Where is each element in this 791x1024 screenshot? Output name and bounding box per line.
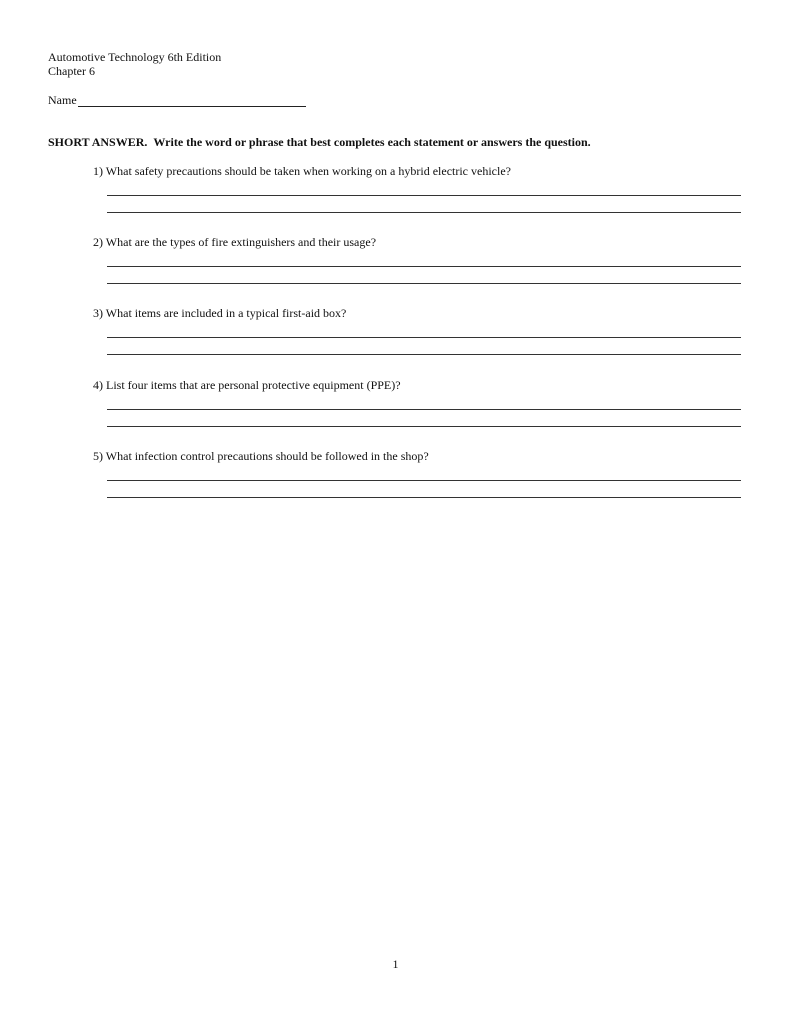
question-number: 1) <box>93 164 103 178</box>
instructions-text: Write the word or phrase that best completes each statement or answers the question. <box>153 135 591 149</box>
instructions <box>48 135 591 149</box>
answer-line[interactable] <box>107 426 741 427</box>
name-row <box>48 93 306 107</box>
answer-line[interactable] <box>107 283 741 284</box>
question-prompt: What are the types of fire extinguishers and their usage? <box>105 235 377 249</box>
question-4 <box>93 378 743 392</box>
name-field-line[interactable] <box>78 95 306 107</box>
question-5 <box>93 449 743 463</box>
answer-line[interactable] <box>107 212 741 213</box>
question-text <box>93 378 743 392</box>
question-text <box>93 164 743 178</box>
question-number: 4) <box>93 378 103 392</box>
answer-line[interactable] <box>107 497 741 498</box>
question-number: 3) <box>93 306 103 320</box>
question-text <box>93 306 743 320</box>
question-prompt: What infection control precautions should be followed in the shop? <box>105 449 429 463</box>
question-number: 2) <box>93 235 103 249</box>
answer-line[interactable] <box>107 266 741 267</box>
answer-line[interactable] <box>107 195 741 196</box>
question-2 <box>93 235 743 249</box>
question-3 <box>93 306 743 320</box>
page-number: 1 <box>392 957 399 971</box>
question-number: 5) <box>93 449 103 463</box>
question-text <box>93 235 743 249</box>
book-title: Automotive Technology 6th Edition <box>48 50 222 64</box>
question-text <box>93 449 743 463</box>
chapter-label: Chapter 6 <box>48 64 95 78</box>
answer-line[interactable] <box>107 337 741 338</box>
question-prompt: What safety precautions should be taken when working on a hybrid electric vehicle? <box>105 164 511 178</box>
question-prompt: What items are included in a typical first-aid box? <box>105 306 347 320</box>
answer-line[interactable] <box>107 409 741 410</box>
section-heading: SHORT ANSWER. <box>48 135 148 149</box>
answer-line[interactable] <box>107 354 741 355</box>
name-label: Name <box>48 93 77 107</box>
question-prompt: List four items that are personal protective equipment (PPE)? <box>106 378 401 392</box>
question-1 <box>93 164 743 178</box>
answer-line[interactable] <box>107 480 741 481</box>
